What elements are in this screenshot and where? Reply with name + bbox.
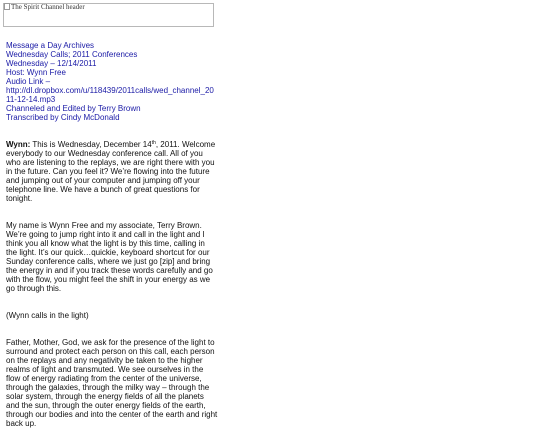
header-links <box>6 41 218 122</box>
host-link[interactable]: Host: Wynn Free <box>6 68 66 77</box>
transcript-paragraph-2: My name is Wynn Free and my associate, Terry Brown. We’re going to jump right into it and call in the light and I think you all know what the light is by this time, calling in the light. It’s our quick…quickie, keyboard shortcut for our Sunday conference calls, where we just go [zip] and bring the energy in and if you track these words carefully and go with the flow, you might feel the shift in your energy as we go through this. <box>6 221 213 293</box>
archives-link[interactable]: Message a Day Archives <box>6 41 95 50</box>
transcript-paragraph-1: Wynn: This is Wednesday, December 14th, 2011. Welcome everybody to our Wednesday conference call. All of you who are listening to the replays, we are right there with you in the future. Can you feel it? We’re flowing into the future and jumping out of your computer and jumping off your telephone line. We have a bunch of great questions for tonight. <box>6 140 216 203</box>
transcript-paragraph-4: Father, Mother, God, we ask for the presence of the light to surround and protect each person on this call, each person on the replays and any negativity be taken to the higher realms of light and transmuted. We see ourselves in the flow of energy radiating from the center of the universe, through the galaxies, through the milky way – through the solar system, through the energy fields of all the planets and the sun, through the outer energy fields of the earth, through our bodies and into the center of the earth and right back up. <box>6 338 218 428</box>
transcribed-link[interactable]: Transcribed by Cindy McDonald <box>6 113 120 122</box>
date-link[interactable]: Wednesday – 12/14/2011 <box>6 59 97 68</box>
audio-label-link[interactable]: Audio Link – <box>6 77 51 86</box>
channeled-link[interactable]: Channeled and Edited by Terry Brown <box>6 104 141 113</box>
transcript-paragraph-3: (Wynn calls in the light) <box>6 311 89 320</box>
audio-url-link[interactable]: http://dl.dropbox.com/u/118439/2011calls/wed_channel_2011-12-14.mp3 <box>6 86 214 104</box>
speaker-label: Wynn: <box>6 140 31 149</box>
broken-image-icon <box>4 3 10 10</box>
conferences-link[interactable]: Wednesday Calls; 2011 Conferences <box>6 50 138 59</box>
page-content <box>6 41 218 428</box>
header-image-alt-text: The Spirit Channel header <box>4 3 85 11</box>
